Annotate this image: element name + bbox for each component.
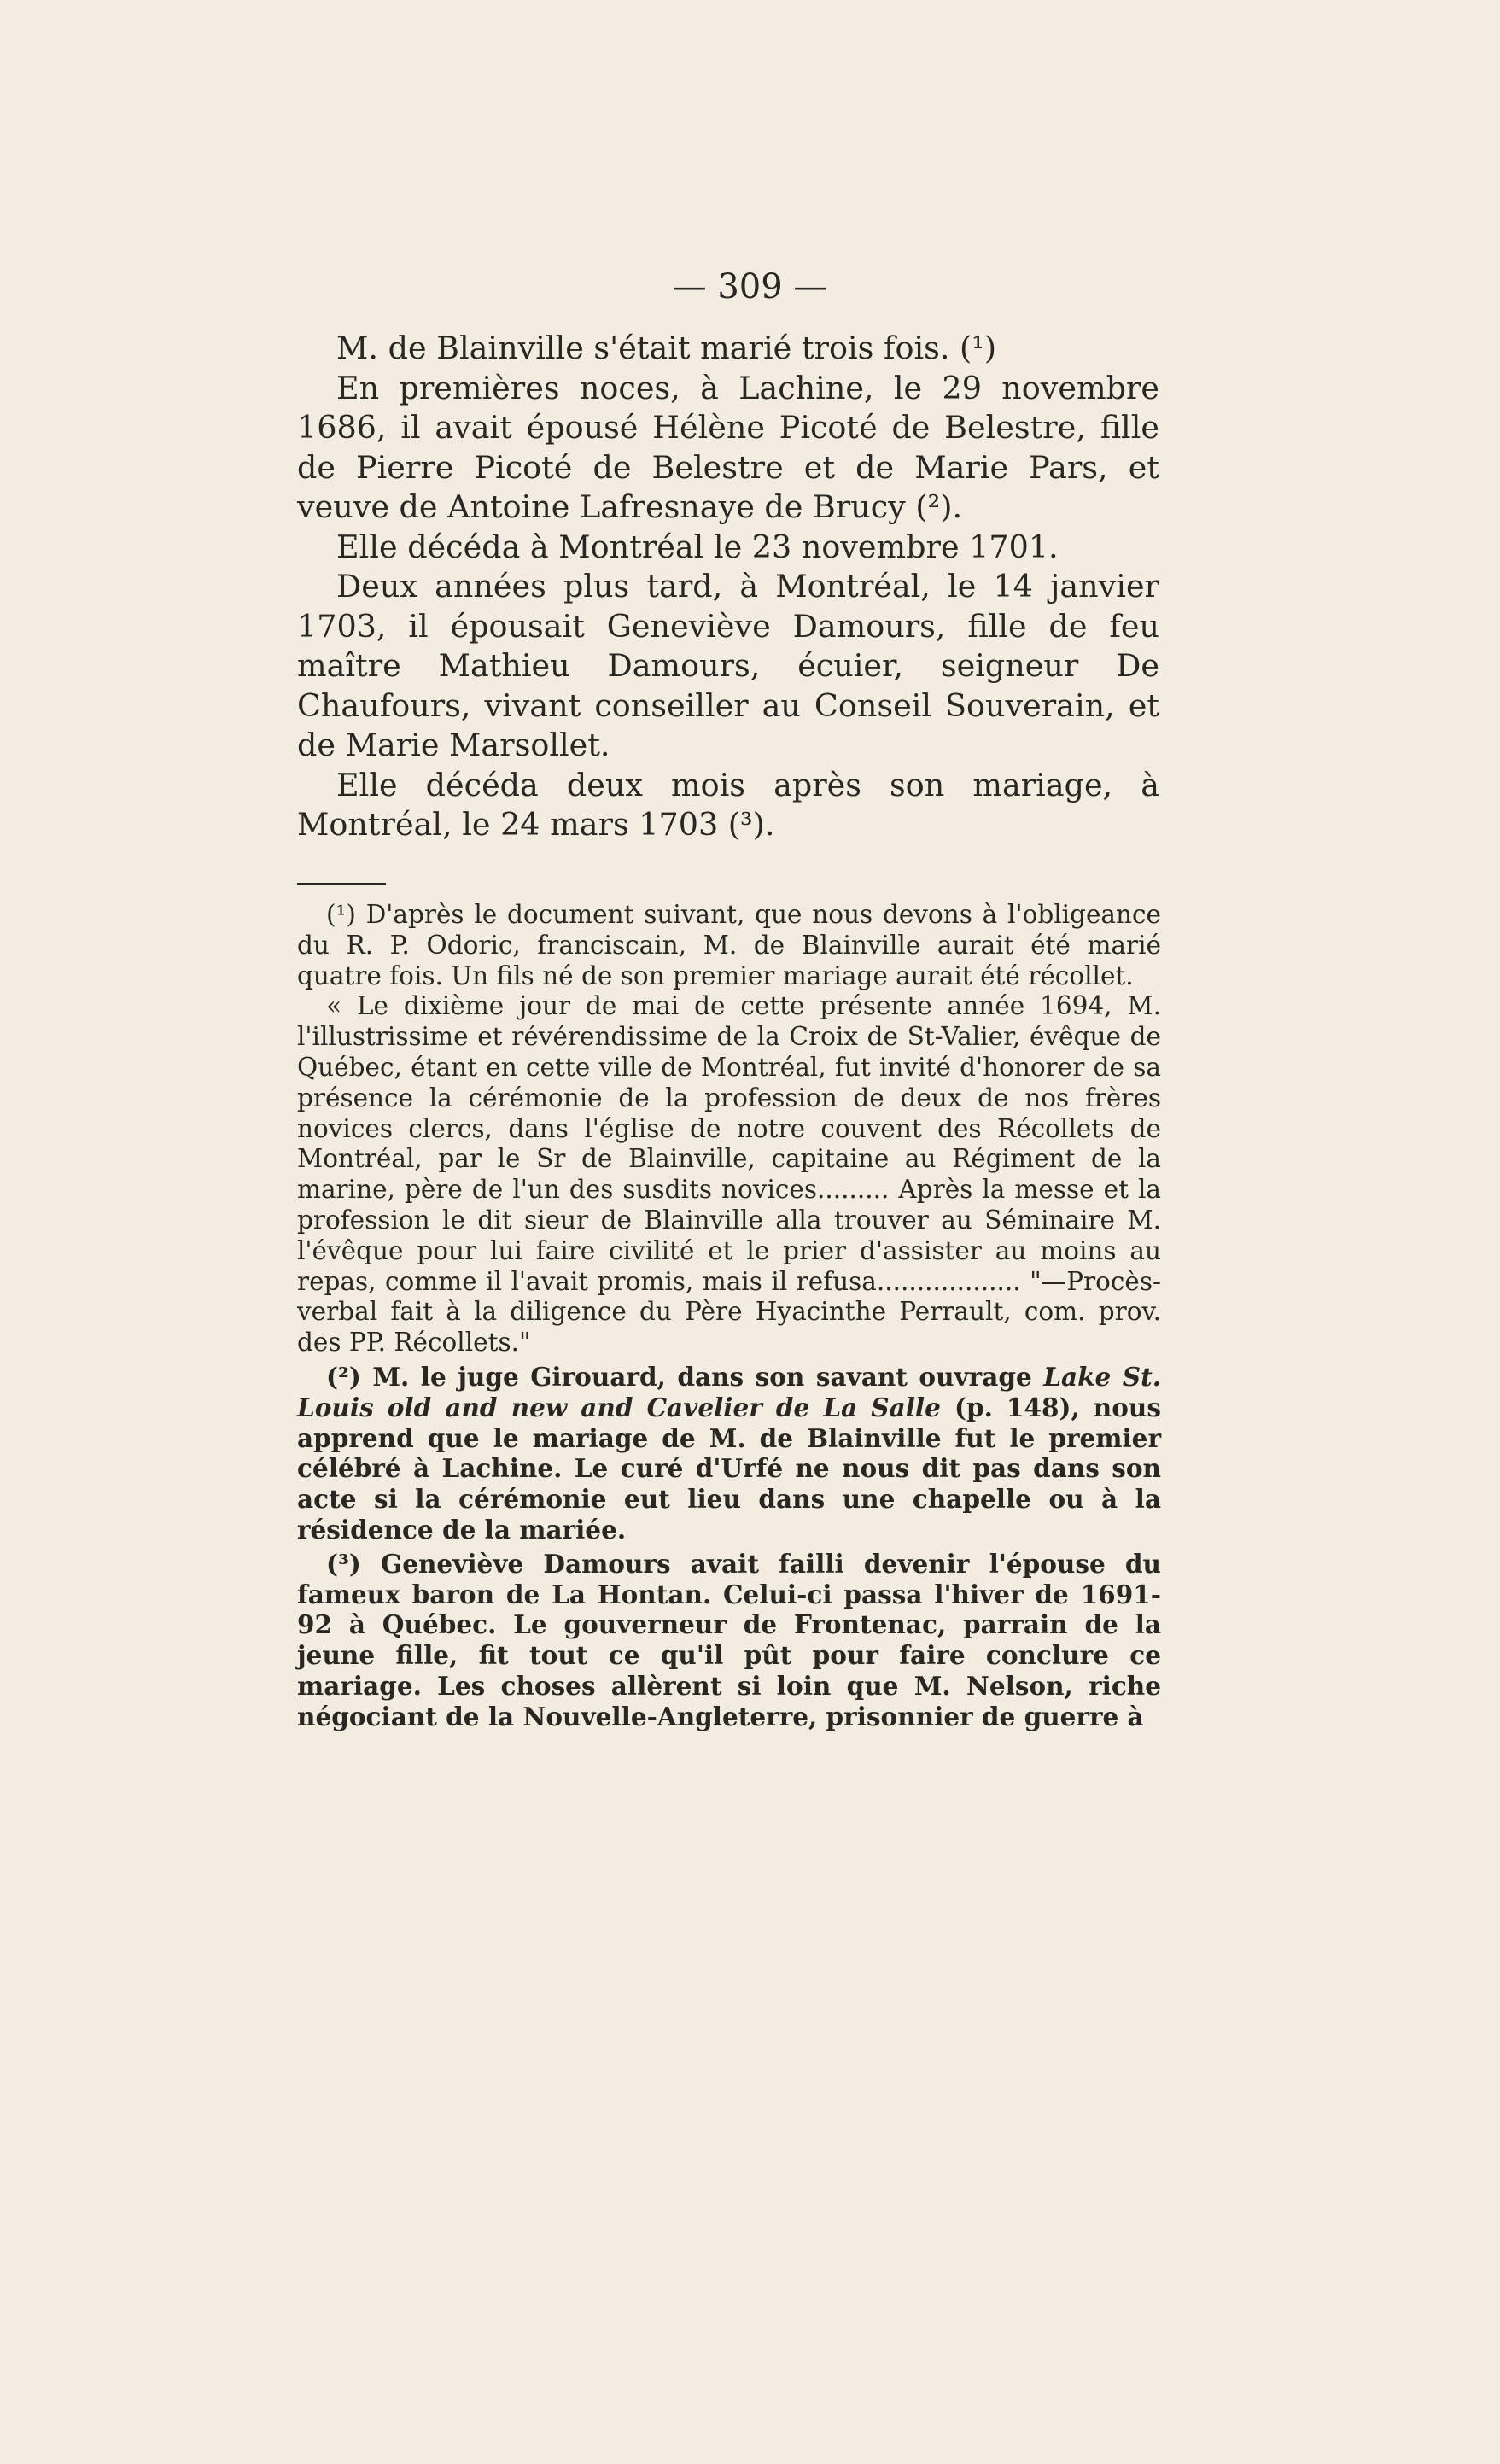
footnote-1-quote: « Le dixième jour de mai de cette présente année 1694, M. l'illustrissime et révérendissime de la Croix de St-Valier, évêque de Québec, étant en cette ville de Montréal, fut invité d'honorer de sa présence la cérémonie de la profession de deux de nos frères novices clercs, dans l'église de notre couvent des Récollets de Montréal, par le Sr de Blainville, capitaine au Régiment de la marine, père de l'un des susdits novices......... Après la messe et la profession le dit sieur de Blainville alla trouver au Séminaire M. l'évêque pour lui faire civilité et le prier d'assister au moins au repas, comme il l'avait promis, mais il refusa.................. "—Procès-verbal fait à la diligence du Père Hyacinthe Perrault, com. prov. des PP. Récollets."	[297, 991, 1161, 1358]
paragraph-1: M. de Blainville s'était marié trois fois. (¹)	[336, 330, 997, 366]
footnote-separator	[297, 883, 386, 885]
footnote-3: (³) Geneviève Damours avait failli devenir l'épouse du fameux baron de La Hontan. Celui-ci passa l'hiver de 1691-92 à Québec. Le gouverneur de Frontenac, parrain de la jeune fille, fit tout ce qu'il pût pour faire conclure ce mariage. Les choses allèrent si loin que M. Nelson, riche négociant de la Nouvelle-Angleterre, prisonnier de guerre à	[297, 1548, 1161, 1731]
footnote-2-book-title: Lake St. Louis old and new and Cavelier de La Salle	[297, 1361, 1161, 1422]
paragraph-4: Deux années plus tard, à Montréal, le 14 janvier 1703, il épousait Geneviève Damours, fille de feu maître Mathieu Damours, écuier, seigneur De Chaufours, vivant conseiller au Conseil Souverain, et de Marie Marsollet.	[297, 568, 1159, 763]
paragraph-5: Elle décéda deux mois après son mariage, à Montréal, le 24 mars 1703 (³).	[297, 766, 1159, 843]
footnotes	[297, 900, 1161, 1736]
paragraph-3: Elle décéda à Montréal le 23 novembre 1701.	[336, 528, 1059, 565]
footnote-1: (¹) D'après le document suivant, que nous devons à l'obligeance du R. P. Odoric, franciscain, M. de Blainville aurait été marié quatre fois. Un fils né de son premier mariage aurait été récollet.	[297, 900, 1161, 990]
page-number: — 309 —	[672, 267, 828, 307]
paragraph-2: En premières noces, à Lachine, le 29 novembre 1686, il avait épousé Hélène Picoté de Belestre, fille de Pierre Picoté de Belestre et de Marie Pars, et veuve de Antoine Lafresnaye de Brucy (²).	[297, 369, 1159, 525]
main-text	[297, 329, 1159, 845]
footnote-2	[297, 1362, 1161, 1545]
footnote-2-start: (²) M. le juge Girouard, dans son savant ouvrage	[326, 1361, 1044, 1392]
footnote-2-end: (p. 148), nous apprend que le mariage de M. de Blainville fut le premier célébré à Lachine. Le curé d'Urfé ne nous dit pas dans son acte si la cérémonie eut lieu dans une chapelle ou à la résidence de la mariée.	[297, 1392, 1161, 1544]
